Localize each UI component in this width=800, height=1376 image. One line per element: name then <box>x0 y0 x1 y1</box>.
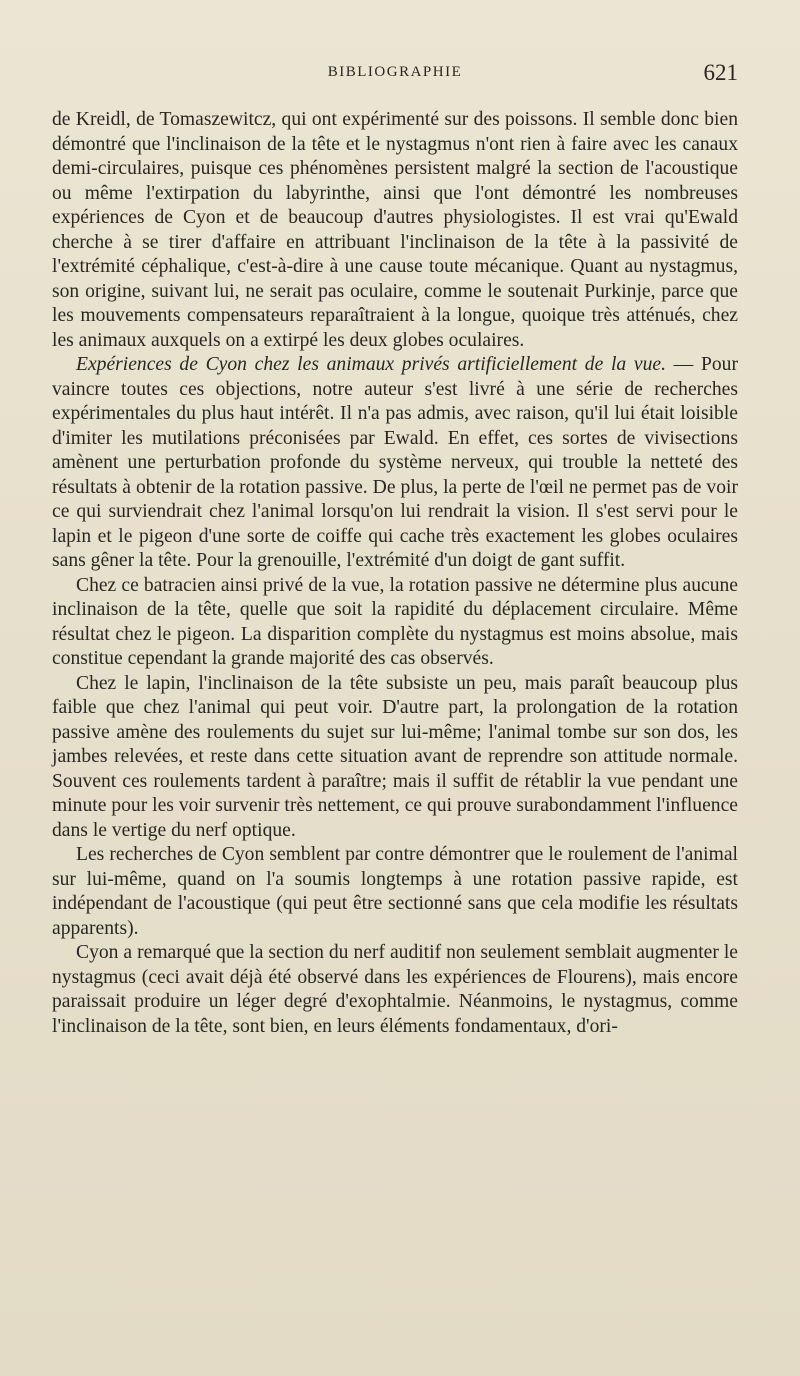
paragraph-4: Chez le lapin, l'inclinaison de la tête subsiste un peu, mais paraît beaucoup plus faible que chez l'animal qui peut voir. D'autre part, la prolongation de la rotation passive amène des roulements du sujet sur lui-même; l'animal tombe sur son dos, les jambes relevées, et reste dans cette situation avant de reprendre son attitude normale. Souvent ces roulements tardent à paraître; mais il suffit de rétablir la vue pendant une minute pour les voir survenir très nettement, ce qui prouve surabondamment l'influence dans le vertige du nerf optique. <box>52 672 738 841</box>
page-header <box>52 60 738 90</box>
body-text <box>52 108 738 1039</box>
paragraph-6: Cyon a remarqué que la section du nerf auditif non seulement semblait augmenter le nystagmus (ceci avait déjà été observé dans les expériences de Flourens), mais encore paraissait produire un léger degré d'exophtalmie. Néanmoins, le nystagmus, comme l'inclinaison de la tête, sont bien, en leurs éléments fondamentaux, d'ori- <box>52 942 738 1037</box>
page-number: 621 <box>703 60 738 85</box>
section-heading-italic: Expériences de Cyon chez les animaux privés artificiellement de la vue. <box>76 354 666 375</box>
paragraph-3: Chez ce batracien ainsi privé de la vue, la rotation passive ne détermine plus aucune inclinaison de la tête, quelle que soit la rapidité du déplacement circulaire. Même résultat chez le pigeon. La disparition complète du nystagmus est moins absolue, mais constitue cependant la grande majorité des cas observés. <box>52 574 738 669</box>
paragraph-2-text: — Pour vaincre toutes ces objections, notre auteur s'est livré à une série de recherches expérimentales du plus haut intérêt. Il n'a pas admis, avec raison, qu'il lui était loisible d'imiter les mutilations préconisées par Ewald. En effet, ces sortes de vivisections amènent une perturbation profonde du système nerveux, qui trouble la netteté des résultats à obtenir de la rotation passive. De plus, la perte de l'œil ne permet pas de voir ce qui surviendrait chez l'animal lorsqu'on lui rendrait la vision. Il s'est servi pour le lapin et le pigeon d'une sorte de coiffe qui cache très exactement les globes oculaires sans gêner la tête. Pour la grenouille, l'extrémité d'un doigt de gant suffit. <box>52 354 738 571</box>
paragraph-2 <box>52 353 738 574</box>
paragraph-5: Les recherches de Cyon semblent par contre démontrer que le roulement de l'animal sur lui-même, quand on l'a soumis longtemps à une rotation passive rapide, est indépendant de l'acoustique (qui peut être sectionné sans que cela modifie les résultats apparents). <box>52 844 738 939</box>
running-head: BIBLIOGRAPHIE <box>327 64 463 80</box>
paragraph-1: de Kreidl, de Tomaszewitcz, qui ont expérimenté sur des poissons. Il semble donc bien démontré que l'inclinaison de la tête et le nystagmus n'ont rien à faire avec les canaux demi-circulaires, puisque ces phénomènes persistent malgré la section de l'acoustique ou même l'extirpation du labyrinthe, ainsi que l'ont démontré les nombreuses expériences de Cyon et de beaucoup d'autres physiologistes. Il est vrai qu'Ewald cherche à se tirer d'affaire en attribuant l'inclinaison de la tête à la passivité de l'extrémité céphalique, c'est-à-dire à une cause toute mécanique. Quant au nystagmus, son origine, suivant lui, ne serait pas oculaire, comme le soutenait Purkinje, parce que les mouvements compensateurs reparaîtraient à la longue, quoique très atténués, chez les animaux auxquels on a extirpé les deux globes oculaires. <box>52 109 738 351</box>
